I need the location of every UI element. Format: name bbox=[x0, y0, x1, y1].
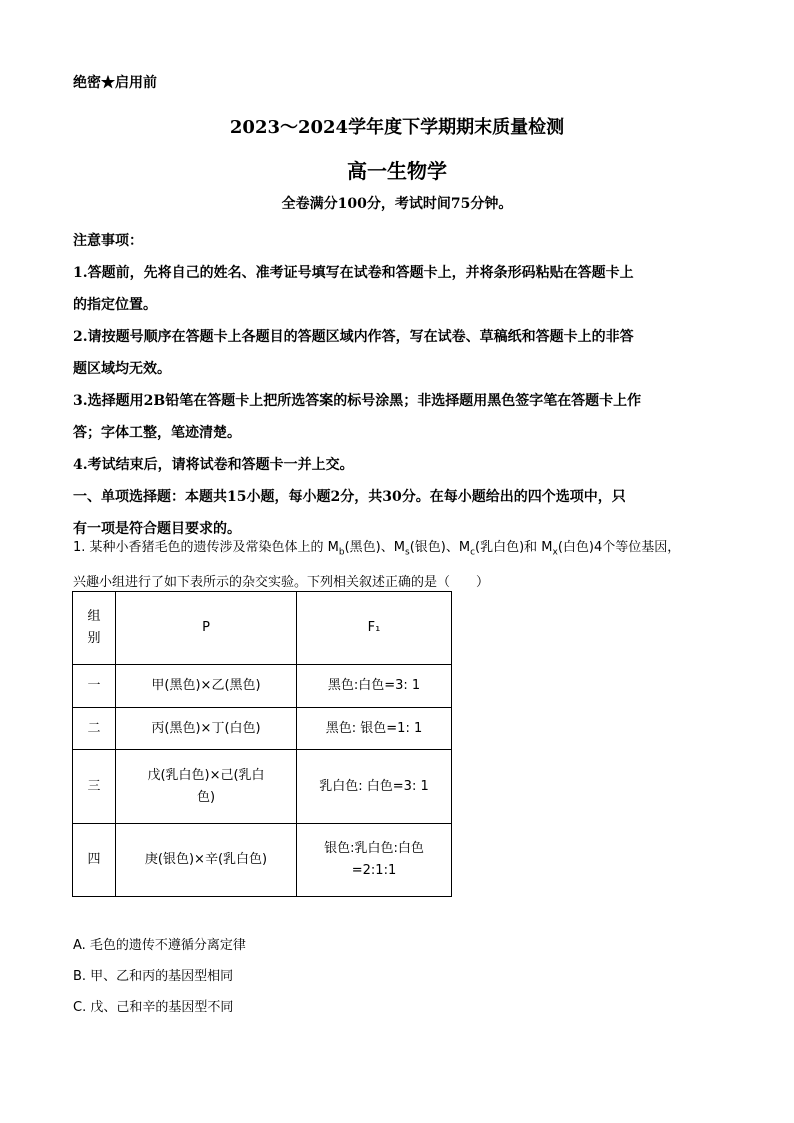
subject-title: 高一生物学 bbox=[347, 159, 447, 183]
stem-text: (黑色)、M bbox=[344, 540, 405, 555]
cell-f1: 黑色: 银色=1: 1 bbox=[297, 708, 452, 750]
question-1-stem bbox=[73, 533, 723, 598]
header-f1: F₁ bbox=[297, 592, 452, 665]
exam-info: 全卷满分100分，考试时间75分钟。 bbox=[281, 196, 513, 212]
cell-group: 二 bbox=[73, 708, 116, 750]
cell-f1 bbox=[297, 824, 452, 897]
stem-text: (乳白色)和 M bbox=[475, 540, 553, 555]
confidential-label: 绝密★启用前 bbox=[73, 75, 157, 91]
cell-p: 庚(银色)×辛(乳白色) bbox=[116, 824, 297, 897]
subscript: c bbox=[470, 547, 476, 558]
exam-title: 2023～2024学年度下学期期末质量检测 bbox=[229, 117, 565, 138]
question-1-line1 bbox=[73, 533, 723, 568]
cell-f1: 乳白色: 白色=3: 1 bbox=[297, 750, 452, 824]
notice-line: 2.请按题号顺序在答题卡上各题目的答题区域内作答，写在试卷、草稿纸和答题卡上的非答 bbox=[73, 329, 634, 345]
header-group bbox=[73, 592, 116, 665]
notice-line: 的指定位置。 bbox=[73, 297, 157, 313]
table-row bbox=[73, 824, 452, 897]
subscript: b bbox=[338, 547, 345, 558]
notice-line: 1.答题前，先将自己的姓名、准考证号填写在试卷和答题卡上，并将条形码粘贴在答题卡上 bbox=[73, 265, 634, 281]
header-group-char: 组 bbox=[87, 609, 101, 624]
cell-f1-line: =2:1:1 bbox=[351, 863, 397, 878]
option-a: A. 毛色的遗传不遵循分离定律 bbox=[73, 938, 246, 953]
header-p: P bbox=[116, 592, 297, 665]
stem-text: 1. 某种小香猪毛色的遗传涉及常染色体上的 M bbox=[73, 540, 339, 555]
option-c: C. 戊、己和辛的基因型不同 bbox=[73, 1000, 234, 1015]
table-row bbox=[73, 708, 452, 750]
cell-group: 三 bbox=[73, 750, 116, 824]
section-heading-line2: 有一项是符合题目要求的。 bbox=[73, 521, 241, 537]
cell-f1-line: 银色:乳白色:白色 bbox=[324, 841, 424, 856]
table-header-row bbox=[73, 592, 452, 665]
notice-line: 题区域均无效。 bbox=[73, 361, 171, 377]
cell-p-line: 色) bbox=[196, 789, 216, 805]
notice-line: 3.选择题用2B铅笔在答题卡上把所选答案的标号涂黑；非选择题用黑色签字笔在答题卡上作 bbox=[73, 393, 642, 409]
header-group-char: 别 bbox=[87, 631, 101, 646]
question-1-line2: 兴趣小组进行了如下表所示的杂交实验。下列相关叙述正确的是（ ） bbox=[73, 574, 490, 590]
cell-p: 丙(黑色)×丁(白色) bbox=[116, 708, 297, 750]
table-row bbox=[73, 665, 452, 708]
cell-group: 四 bbox=[73, 824, 116, 897]
notice-line: 4.考试结束后，请将试卷和答题卡一并上交。 bbox=[73, 457, 354, 473]
notice-line: 答；字体工整，笔迹清楚。 bbox=[73, 425, 241, 441]
answer-options bbox=[73, 930, 246, 1023]
stem-text: (银色)、M bbox=[409, 540, 471, 555]
subscript: x bbox=[552, 547, 558, 558]
cross-experiment-table bbox=[72, 591, 452, 897]
stem-text: (白色)4个等位基因， bbox=[557, 540, 681, 555]
table-row bbox=[73, 750, 452, 824]
notice-heading: 注意事项： bbox=[73, 233, 143, 249]
subscript: s bbox=[404, 547, 410, 558]
cell-p-line: 戊(乳白色)×己(乳白 bbox=[147, 767, 265, 783]
option-b: B. 甲、乙和丙的基因型相同 bbox=[73, 969, 234, 984]
cell-p: 甲(黑色)×乙(黑色) bbox=[116, 665, 297, 708]
section-heading-line1: 一、单项选择题：本题共15小题，每小题2分，共30分。在每小题给出的四个选项中，只 bbox=[73, 489, 626, 505]
cell-f1: 黑色:白色=3: 1 bbox=[297, 665, 452, 708]
cell-p bbox=[116, 750, 297, 824]
cell-group: 一 bbox=[73, 665, 116, 708]
notice-section bbox=[73, 225, 723, 545]
